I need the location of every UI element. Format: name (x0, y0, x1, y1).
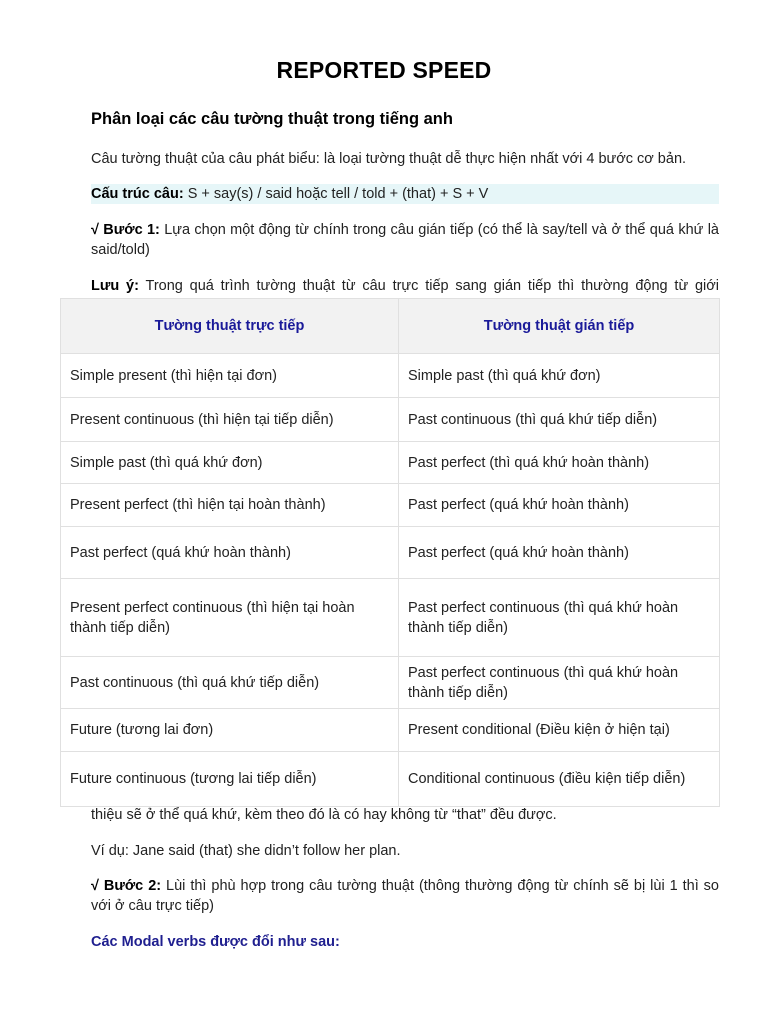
table-cell: Future (tương lai đơn) (61, 709, 399, 752)
table-cell: Simple present (thì hiện tại đơn) (61, 354, 399, 398)
step1-text: Lựa chọn một động từ chính trong câu gián tiếp (có thể là say/tell và ở thể quá khứ là said/told) (91, 222, 719, 258)
section-heading: Phân loại các câu tường thuật trong tiếng anh (91, 110, 453, 128)
step2-label: √ Bước 2: (91, 878, 162, 894)
intro-paragraph: Câu tường thuật của câu phát biểu: là loại tường thuật dễ thực hiện nhất với 4 bước cơ bản. (91, 151, 687, 167)
table-cell: Present perfect (thì hiện tại hoàn thành) (61, 484, 399, 527)
note-label: Lưu ý: (91, 278, 139, 294)
table-header-row (61, 299, 720, 354)
step2-paragraph (91, 876, 719, 916)
table-cell: Past perfect (thì quá khứ hoàn thành) (399, 442, 720, 484)
note-paragraph (91, 276, 719, 296)
table-cell: Past continuous (thì quá khứ tiếp diễn) (399, 398, 720, 442)
structure-line (91, 184, 719, 204)
tense-table (60, 298, 719, 807)
table-row (61, 527, 720, 579)
table-row (61, 354, 720, 398)
note-continuation: thiệu sẽ ở thể quá khứ, kèm theo đó là có hay không từ “that” đều được. (91, 807, 557, 823)
structure-label: Cấu trúc câu: (91, 186, 184, 202)
page-title: REPORTED SPEED (276, 57, 492, 83)
example-line: Ví dụ: Jane said (that) she didn’t follow her plan. (91, 843, 401, 859)
table-cell: Conditional continuous (điều kiện tiếp diễn) (399, 752, 720, 807)
header-direct: Tường thuật trực tiếp (61, 299, 399, 354)
header-indirect: Tường thuật gián tiếp (399, 299, 720, 354)
table-row (61, 657, 720, 709)
structure-text: S + say(s) / said hoặc tell / told + (that) + S + V (183, 186, 489, 202)
table-cell: Past perfect (quá khứ hoàn thành) (399, 484, 720, 527)
step1-label: √ Bước 1: (91, 222, 160, 238)
table-cell: Past perfect continuous (thì quá khứ hoàn thành tiếp diễn) (399, 657, 720, 709)
modal-verbs-heading: Các Modal verbs được đổi như sau: (91, 934, 340, 950)
table-cell: Present conditional (Điều kiện ở hiện tại) (399, 709, 720, 752)
table-cell: Past perfect continuous (thì quá khứ hoàn thành tiếp diễn) (399, 579, 720, 657)
table-cell: Future continuous (tương lai tiếp diễn) (61, 752, 399, 807)
step1-paragraph (91, 220, 719, 260)
table-row (61, 484, 720, 527)
table-cell: Past perfect (quá khứ hoàn thành) (61, 527, 399, 579)
table-row (61, 442, 720, 484)
table-row (61, 752, 720, 807)
table-row (61, 398, 720, 442)
step2-text: Lùi thì phù hợp trong câu tường thuật (thông thường động từ chính sẽ bị lùi 1 thì so với ở câu trực tiếp) (91, 878, 719, 914)
table-cell: Past perfect (quá khứ hoàn thành) (399, 527, 720, 579)
table-cell: Simple past (thì quá khứ đơn) (399, 354, 720, 398)
note-text: Trong quá trình tường thuật từ câu trực tiếp sang gián tiếp thì thường động từ giới (138, 278, 719, 294)
table-cell: Present perfect continuous (thì hiện tại hoàn thành tiếp diễn) (61, 579, 399, 657)
table-row (61, 709, 720, 752)
table-row (61, 579, 720, 657)
table-cell: Simple past (thì quá khứ đơn) (61, 442, 399, 484)
table-cell: Present continuous (thì hiện tại tiếp diễn) (61, 398, 399, 442)
table-cell: Past continuous (thì quá khứ tiếp diễn) (61, 657, 399, 709)
